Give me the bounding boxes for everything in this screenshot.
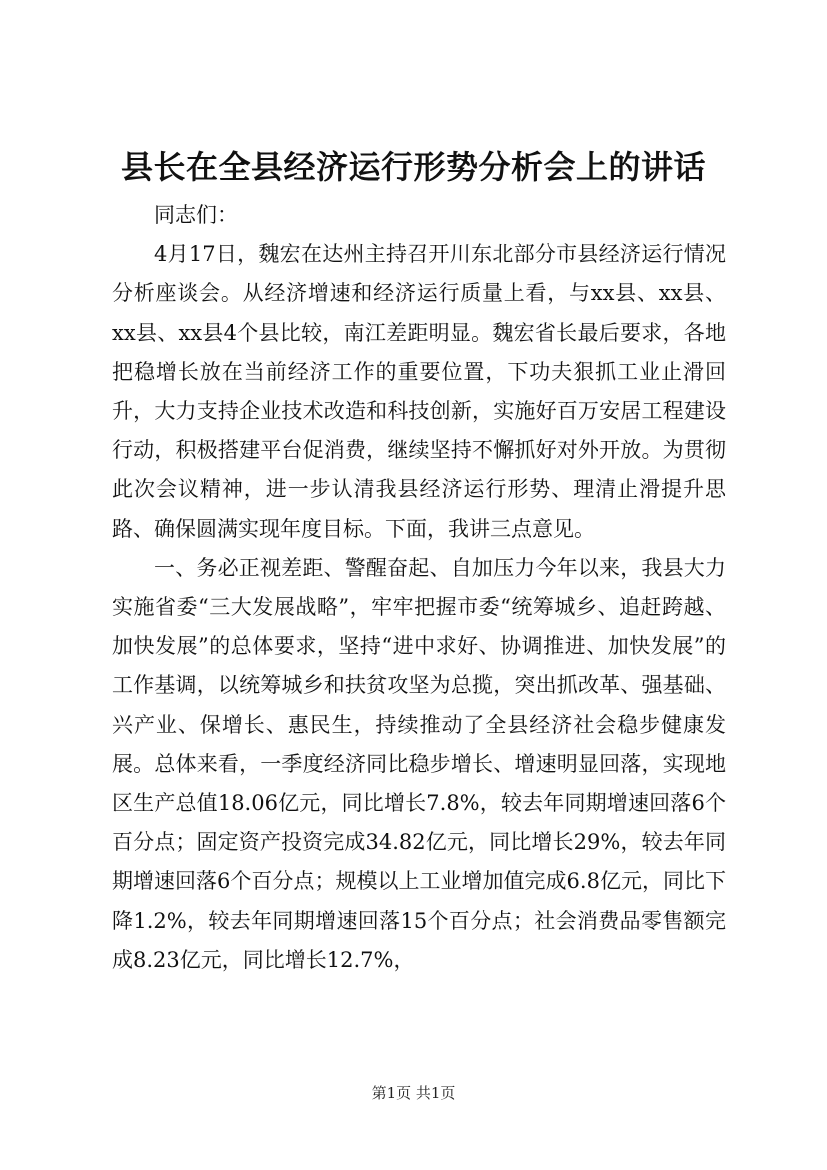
page-title: 县长在全县经济运行形势分析会上的讲话 <box>120 148 706 186</box>
document-body <box>112 196 726 980</box>
salutation: 同志们： <box>154 203 238 227</box>
paragraph-intro: 4月17日，魏宏在达州主持召开川东北部分市县经济运行情况分析座谈会。从经济增速和经济运行质量上看，与xx县、xx县、xx县、xx县4个县比较，南江差距明显。魏宏省长最后要求，各地把稳增长放在当前经济工作的重要位置，下功夫狠抓工业止滑回升，大力支持企业技术改造和科技创新，实施好百万安居工程建设行动，积极搭建平台促消费，继续坚持不懈抓好对外开放。为贯彻此次会议精神，进一步认清我县经济运行形势、理清止滑提升思路、确保圆满实现年度目标。下面，我讲三点意见。 <box>112 242 726 541</box>
paragraph-section-one: 一、务必正视差距、警醒奋起、自加压力今年以来，我县大力实施省委“三大发展战略”，牢牢把握市委“统筹城乡、追赶跨越、加快发展”的总体要求，坚持“进中求好、协调推进、加快发展”的工作基调，以统筹城乡和扶贫攻坚为总揽，突出抓改革、强基础、兴产业、保增长、惠民生，持续推动了全县经济社会稳步健康发展。总体来看，一季度经济同比稳步增长、增速明显回落，实现地区生产总值18.06亿元，同比增长7.8%，较去年同期增速回落6个百分点；固定资产投资完成34.82亿元，同比增长29%，较去年同期增速回落6个百分点；规模以上工业增加值完成6.8亿元，同比下降1.2%，较去年同期增速回落15个百分点；社会消费品零售额完成8.23亿元，同比增长12.7%， <box>112 555 726 972</box>
page-number-footer: 第1页 共1页 <box>371 1084 456 1102</box>
